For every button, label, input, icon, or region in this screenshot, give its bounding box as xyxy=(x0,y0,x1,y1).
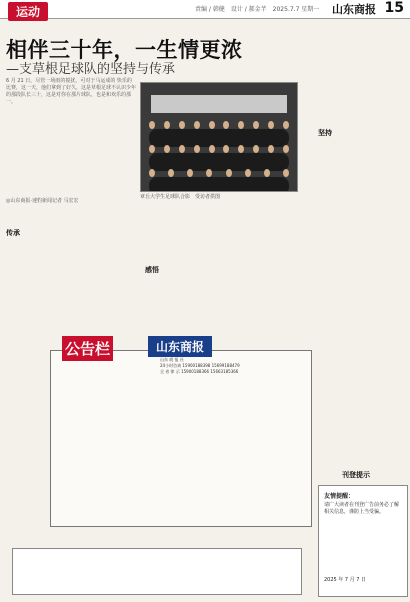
player-heads-row-1 xyxy=(149,121,289,129)
section-title-left: 传承 xyxy=(6,229,20,237)
section-title-right: 坚持 xyxy=(318,129,332,137)
reminder-box xyxy=(318,485,408,597)
player-row-3 xyxy=(149,177,289,192)
right-notice-title: 刊登提示 xyxy=(342,471,370,479)
page-meta: 责编 / 韩健 设计 / 郝金芊 2025.7.7 星期一 xyxy=(195,6,320,13)
page-header xyxy=(0,0,410,19)
footer-ad xyxy=(12,548,302,595)
photo-caption: 章丘大学生足球队合影 受访者供图 xyxy=(140,194,221,200)
player-heads-row-3 xyxy=(149,169,289,177)
byline: ◎山东商报·速豹新闻记者 马宏宏 xyxy=(6,198,79,204)
ad-contact-lines xyxy=(160,357,240,375)
headline: 相伴三十年，一生情更浓 xyxy=(6,38,243,62)
reminder-body: 请广大读者在刊登广告前务必了解相关信息，谨防上当受骗。 xyxy=(324,502,400,515)
masthead: 山东商报 xyxy=(332,3,376,16)
team-photo xyxy=(140,82,298,192)
ad-logo: 山东商报 xyxy=(148,336,212,357)
reminder-date: 2025 年 7 月 7 日 xyxy=(324,577,367,583)
ad-contact-line: 24小时咨询 15900188398 15699188479 xyxy=(160,363,240,368)
section-title-middle: 感悟 xyxy=(145,266,159,274)
lede: 6 月 21 日，尽管一场雨的搅扰，可对于马运成的 快乐的比赛，这一天，他们拿到了好久，这是草根足球不认识少年的那段队长三十，这是对你在那片球队，也是和欢乐的那一。 xyxy=(6,78,137,105)
subheadline: —支草根足球队的坚持与传承 xyxy=(6,62,176,77)
notice-label: 公告栏 xyxy=(62,336,113,361)
reminder-title: 友情提醒： xyxy=(324,493,355,500)
page-number: 15 xyxy=(384,0,404,16)
section-tag: 运动 xyxy=(8,2,48,21)
ad-contact-line: 山东 商 报 社 xyxy=(160,357,184,362)
ad-contact-line: 全 省 律 示 15900188366 15663185366 xyxy=(160,369,239,374)
photo-banner xyxy=(151,95,287,113)
ad-box xyxy=(50,350,312,527)
player-heads-row-2 xyxy=(149,145,289,153)
